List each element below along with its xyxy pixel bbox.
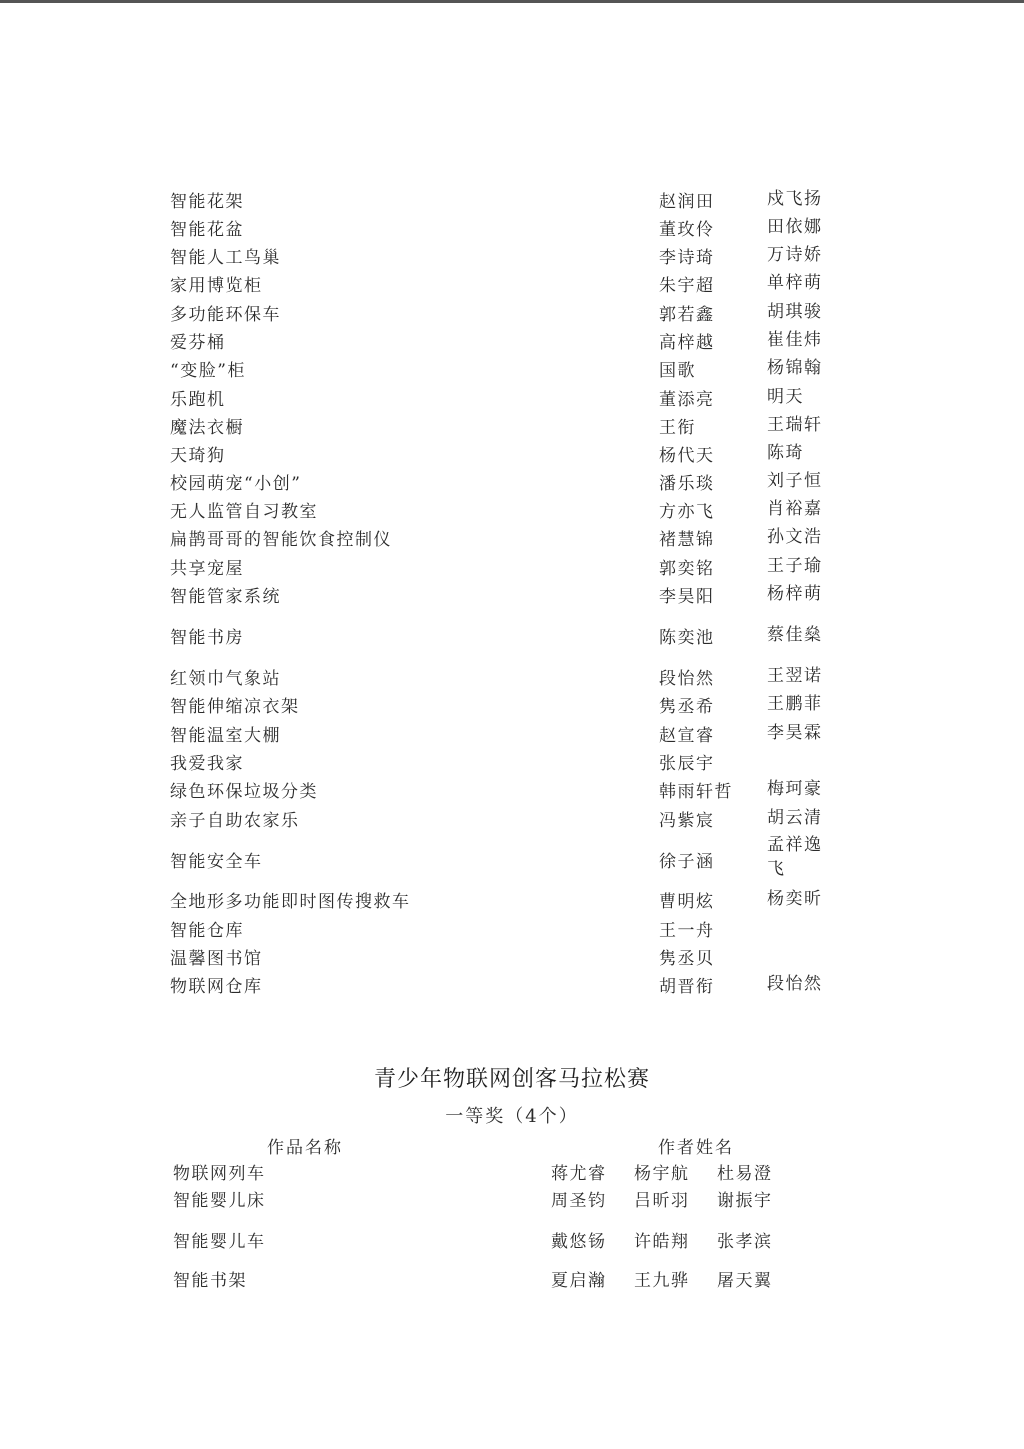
author-1: 夏启瀚 [551, 1271, 607, 1291]
author-2: 刘子恒 [767, 471, 823, 491]
author-3: 杜易澄 [717, 1164, 773, 1184]
author-2: 蔡佳燊 [767, 625, 823, 645]
work-title: “变脸”柜 [170, 361, 246, 381]
author-1: 潘乐琰 [659, 474, 715, 494]
author-2: 王子瑜 [767, 556, 823, 576]
column-header-work: 作品名称 [267, 1138, 343, 1158]
work-title: 智能婴儿车 [173, 1232, 266, 1252]
author-2: 李昊霖 [767, 723, 823, 743]
work-title: 智能书房 [170, 628, 244, 648]
work-title: 校园萌宠“小创” [170, 474, 302, 494]
work-title: 家用博览柜 [170, 276, 263, 296]
work-title: 物联网仓库 [170, 977, 263, 997]
author-1: 李诗琦 [659, 248, 715, 268]
author-3: 张孝滨 [717, 1232, 773, 1252]
author-2: 杨梓萌 [767, 584, 823, 604]
work-title: 无人监管自习教室 [170, 502, 318, 522]
author-2: 陈琦 [767, 443, 804, 463]
author-2: 杨锦翰 [767, 358, 823, 378]
author-1: 朱宇超 [659, 276, 715, 296]
author-1: 张辰宇 [659, 754, 715, 774]
author-1: 戴悠钖 [551, 1232, 607, 1252]
work-title: 天琦狗 [170, 446, 226, 466]
author-1: 王一舟 [659, 921, 715, 941]
author-1: 陈奕池 [659, 628, 715, 648]
author-1: 李昊阳 [659, 587, 715, 607]
author-1: 方亦飞 [659, 502, 715, 522]
author-2: 胡琪骏 [767, 302, 823, 322]
author-1: 王衔 [659, 418, 696, 438]
author-1: 董玫伶 [659, 220, 715, 240]
author-1: 周圣钧 [551, 1191, 607, 1211]
author-2: 杨宇航 [634, 1164, 690, 1184]
author-2: 明天 [767, 387, 804, 407]
work-title: 智能人工鸟巢 [170, 248, 281, 268]
author-1: 隽丞希 [659, 697, 715, 717]
author-1: 郭若鑫 [659, 305, 715, 325]
author-1: 胡晋衔 [659, 977, 715, 997]
author-2: 段怡然 [767, 974, 823, 994]
author-2: 王翌诺 [767, 666, 823, 686]
work-title: 绿色环保垃圾分类 [170, 782, 318, 802]
author-2: 吕昕羽 [634, 1191, 690, 1211]
work-title: 我爱我家 [170, 754, 244, 774]
work-title: 智能温室大棚 [170, 726, 281, 746]
author-2: 崔佳炜 [767, 330, 823, 350]
author-3: 谢振宇 [717, 1191, 773, 1211]
author-2: 胡云清 [767, 808, 823, 828]
author-2: 王瑞轩 [767, 415, 823, 435]
work-title: 扁鹊哥哥的智能饮食控制仪 [170, 530, 392, 550]
work-title: 物联网列车 [173, 1164, 266, 1184]
author-1: 冯紫宸 [659, 811, 715, 831]
author-1: 徐子涵 [659, 852, 715, 872]
author-1: 曹明炫 [659, 892, 715, 912]
author-2: 肖裕嘉 [767, 499, 823, 519]
author-1: 褚慧锦 [659, 530, 715, 550]
work-title: 全地形多功能即时图传搜救车 [170, 892, 411, 912]
author-1: 赵润田 [659, 192, 715, 212]
scan-top-edge [0, 0, 1024, 3]
work-title: 智能花盆 [170, 220, 244, 240]
author-1: 韩雨轩哲 [659, 782, 733, 802]
work-title: 智能书架 [173, 1271, 247, 1291]
work-title: 爱芬桶 [170, 333, 226, 353]
work-title: 智能花架 [170, 192, 244, 212]
author-1: 郭奕铭 [659, 559, 715, 579]
author-1: 段怡然 [659, 669, 715, 689]
award-title: 一等奖（4个） [445, 1106, 579, 1127]
author-2: 单梓萌 [767, 273, 823, 293]
author-2: 梅珂豪 [767, 779, 823, 799]
author-1: 杨代天 [659, 446, 715, 466]
author-2: 万诗娇 [767, 245, 823, 265]
work-title: 智能伸缩凉衣架 [170, 697, 300, 717]
work-title: 乐跑机 [170, 390, 226, 410]
work-title: 共享宠屋 [170, 559, 244, 579]
author-2: 杨奕昕 [767, 889, 823, 909]
author-2: 王鹏菲 [767, 694, 823, 714]
work-title: 智能婴儿床 [173, 1191, 266, 1211]
work-title: 红领巾气象站 [170, 669, 281, 689]
author-3: 屠天翼 [717, 1271, 773, 1291]
author-1: 国歌 [659, 361, 696, 381]
work-title: 智能管家系统 [170, 587, 281, 607]
column-header-authors: 作者姓名 [658, 1138, 734, 1158]
work-title: 魔法衣橱 [170, 418, 244, 438]
author-2: 许皓翔 [634, 1232, 690, 1252]
section-title: 青少年物联网创客马拉松赛 [373, 1067, 650, 1092]
author-2: 戍飞扬 [767, 189, 823, 209]
work-title: 多功能环保车 [170, 305, 281, 325]
author-2: 王九骅 [634, 1271, 690, 1291]
work-title: 亲子自助农家乐 [170, 811, 300, 831]
author-1: 高梓越 [659, 333, 715, 353]
work-title: 智能仓库 [170, 921, 244, 941]
work-title: 智能安全车 [170, 852, 263, 872]
author-2: 孟祥逸飞 [767, 835, 823, 879]
author-2: 孙文浩 [767, 527, 823, 547]
author-1: 赵宣睿 [659, 726, 715, 746]
author-1: 隽丞贝 [659, 949, 715, 969]
author-1: 蒋尤睿 [551, 1164, 607, 1184]
author-2: 田依娜 [767, 217, 823, 237]
work-title: 温馨图书馆 [170, 949, 263, 969]
author-1: 董添亮 [659, 390, 715, 410]
